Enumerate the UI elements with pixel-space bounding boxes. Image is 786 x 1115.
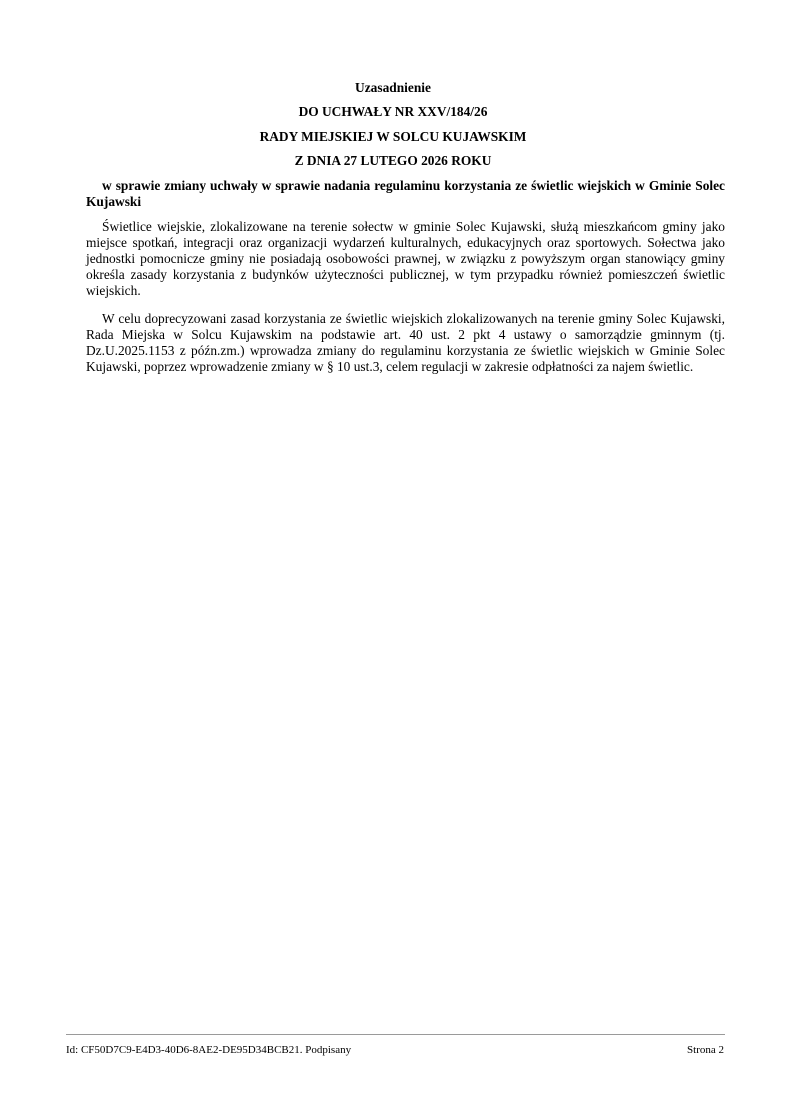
resolution-number: DO UCHWAŁY NR XXV/184/26 bbox=[298, 104, 488, 119]
document-id: Id: CF50D7C9-E4D3-40D6-8AE2-DE95D34BCB21. Podpisany bbox=[66, 1044, 352, 1056]
footer-divider bbox=[66, 1034, 725, 1035]
resolution-date: Z DNIA 27 LUTEGO 2026 ROKU bbox=[294, 153, 492, 168]
council-name: RADY MIEJSKIEJ W SOLCU KUJAWSKIM bbox=[259, 129, 527, 144]
page-number: Strona 2 bbox=[687, 1044, 724, 1056]
resolution-subject: w sprawie zmiany uchwały w sprawie nadania regulaminu korzystania ze świetlic wiejskich w Gminie Solec Kujawski bbox=[86, 178, 725, 210]
document-title: Uzasadnienie bbox=[355, 80, 431, 95]
justification-paragraph-2: W celu doprecyzowani zasad korzystania ze świetlic wiejskich zlokalizowanych na terenie gminy Solec Kujawski, Rada Miejska w Solcu Kujawskim na podstawie art. 40 ust. 2 pkt 4 ustawy o samorządzie gminnym (tj. Dz.U.2025.1153 z późn.zm.) wprowadza zmiany do regulaminu korzystania ze świetlic wiejskich w Gminie Solec Kujawski, poprzez wprowadzenie zmiany w § 10 ust.3, celem regulacji w zakresie odpłatności za najem świetlic. bbox=[86, 311, 725, 375]
justification-paragraph-1: Świetlice wiejskie, zlokalizowane na terenie sołectw w gminie Solec Kujawski, służą mieszkańcom gminy jako miejsce spotkań, integracji oraz organizacji wydarzeń kulturalnych, edukacyjnych oraz sportowych. Sołectwa jako jednostki pomocnicze gminy nie posiadają osobowości prawnej, w związku z powyższym organ stanowiący gminy określa zasady korzystania z budynków użyteczności publicznej, w tym przypadku również pomieszczeń świetlic wiejskich. bbox=[86, 219, 725, 299]
